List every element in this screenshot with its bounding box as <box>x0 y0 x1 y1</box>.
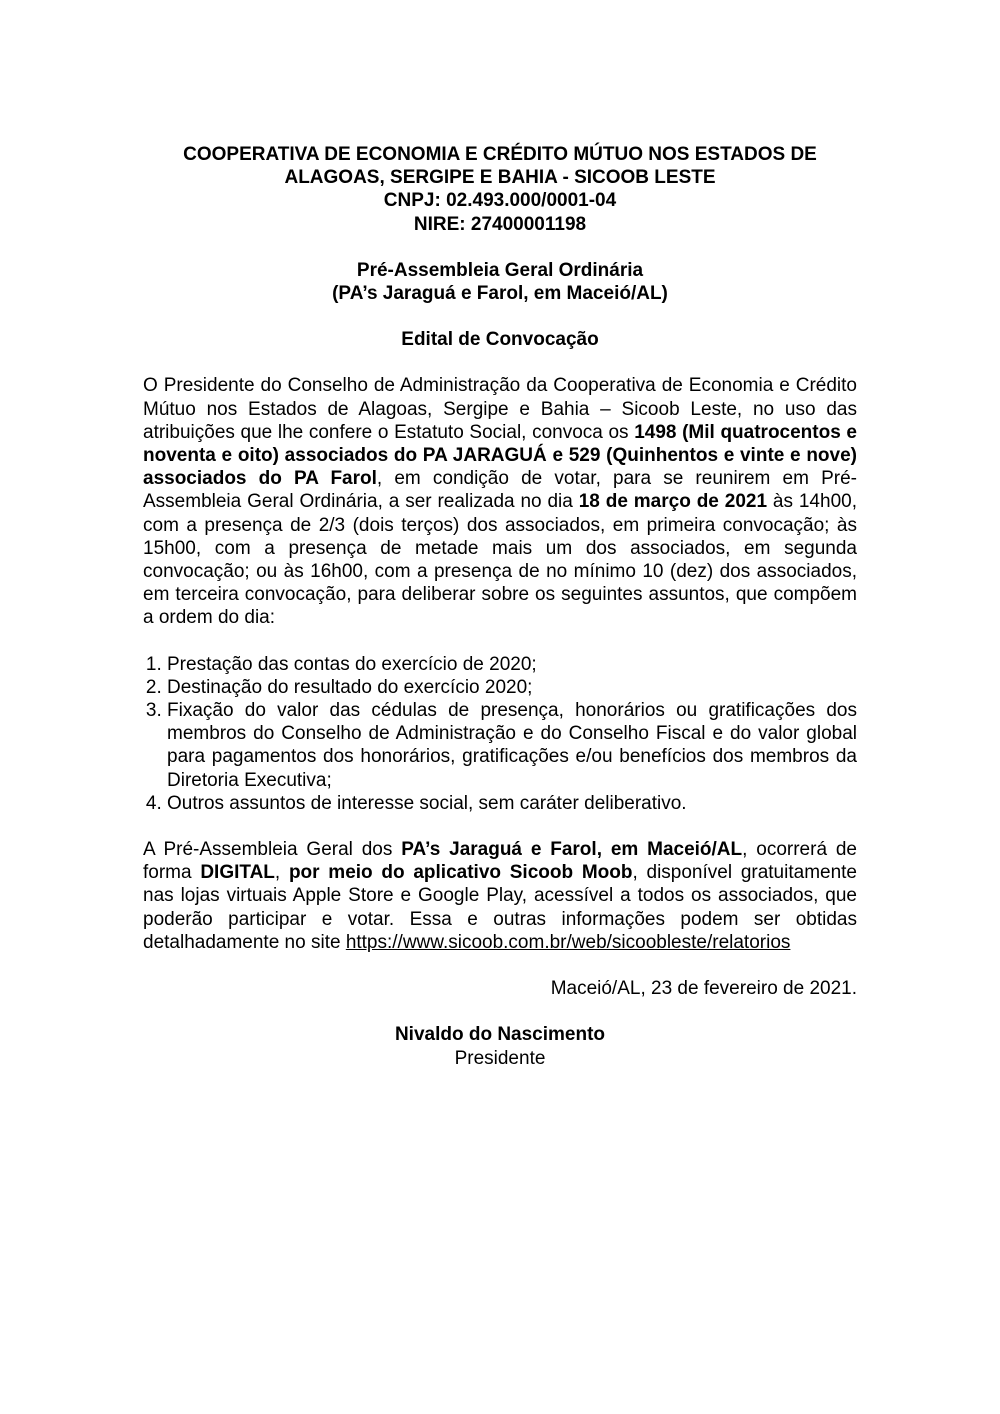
agenda-item: 4. Outros assuntos de interesse social, sem caráter deliberativo. <box>167 792 857 815</box>
text: A Pré-Assembleia Geral dos <box>143 839 402 861</box>
text: , <box>274 862 289 884</box>
bold-text: por meio do aplicativo Sicoob Moob <box>288 862 633 884</box>
title-line-2: (PA’s Jaraguá e Farol, em Maceió/AL) <box>332 283 668 305</box>
bold-text: PA’s Jaraguá e Farol, em Maceió/AL <box>401 839 743 861</box>
digital-meeting-paragraph <box>143 838 857 954</box>
document-title <box>143 259 857 305</box>
meeting-date: 18 de março de 2021 <box>578 491 768 513</box>
signatory-role: Presidente <box>454 1047 546 1069</box>
bold-text: DIGITAL <box>200 862 275 884</box>
cooperative-header <box>143 143 857 236</box>
convocation-paragraph <box>143 374 857 629</box>
reports-link[interactable]: https://www.sicoob.com.br/web/sicoobleste/relatorios <box>345 931 791 953</box>
agenda-item: 3. Fixação do valor das cédulas de presença, honorários ou gratificações dos membros do Conselho de Administração e do Conselho Fiscal e do valor global para pagamentos dos honorários, gratificações e/ou benefícios dos membros da Diretoria Executiva; <box>167 699 857 792</box>
document-subtitle: Edital de Convocação <box>401 329 599 351</box>
signature-block <box>143 1023 857 1069</box>
bold-text: 1498 (Mil quatrocentos e noventa e oito) associados do PA JARAGUÁ e 529 (Quinhentos e vinte e nove) associados do PA Farol <box>143 421 857 490</box>
text: , disponível gratuitamente nas lojas virtuais Apple Store e Google Play, acessível a todos os associados, que poderão participar e votar. Essa e outras informações podem ser obtidas detalhadamente no site <box>143 862 857 953</box>
header-line-2: ALAGOAS, SERGIPE E BAHIA - SICOOB LESTE <box>284 167 716 189</box>
document-page <box>143 143 857 1070</box>
agenda-item: 1. Prestação das contas do exercício de 2020; <box>167 653 857 676</box>
agenda-list <box>143 653 857 815</box>
header-line-1: COOPERATIVA DE ECONOMIA E CRÉDITO MÚTUO NOS ESTADOS DE <box>183 144 817 165</box>
text: O Presidente do Conselho de Administração da Cooperativa de Economia e Crédito Mútuo nos Estados de Alagoas, Sergipe e Bahia – Sicoob Leste, no uso das atribuições que lhe confere o Estatuto Social, convoca os <box>143 375 857 443</box>
text: às 14h00, com a presença de 2/3 (dois terços) dos associados, em primeira convocação; às 15h00, com a presença de metade mais um dos associados, em segunda convocação; ou às 16h00, com a presença de no mínimo 10 (dez) dos associados, em terceira convocação, para deliberar sobre os seguintes assuntos, que compõem a ordem do dia: <box>143 491 857 629</box>
header-nire: NIRE: 27400001198 <box>413 213 587 235</box>
header-cnpj: CNPJ: 02.493.000/0001-04 <box>383 190 617 212</box>
title-line-1: Pré-Assembleia Geral Ordinária <box>356 259 644 281</box>
date-line: Maceió/AL, 23 de fevereiro de 2021. <box>550 978 857 1000</box>
signatory-name: Nivaldo do Nascimento <box>394 1024 606 1046</box>
text: , em condição de votar, para se reunirem em Pré-Assembleia Geral Ordinária, a ser realizada no dia <box>143 468 857 513</box>
agenda-item: 2. Destinação do resultado do exercício 2020; <box>167 676 857 699</box>
text: , ocorrerá de forma <box>143 839 857 884</box>
